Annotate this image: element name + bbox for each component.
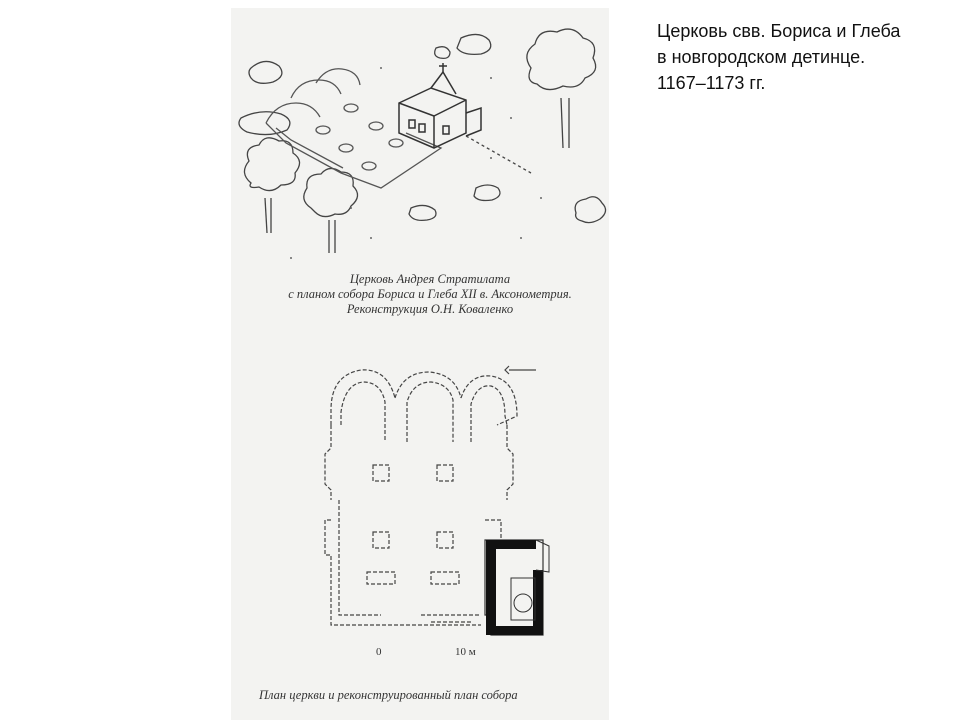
top-caption-line-3: Реконструкция О.Н. Коваленко: [346, 302, 514, 316]
title-line-2: в новгородском детинце.: [657, 47, 866, 67]
top-caption: [231, 272, 609, 317]
existing-church-plan: [485, 540, 549, 635]
tree-left-1: [244, 138, 299, 233]
tree-right-1: [527, 29, 596, 148]
slide-title: [657, 18, 947, 96]
scale-start-label: 0: [376, 646, 382, 658]
bottom-caption: План церкви и реконструированный план собора: [259, 688, 518, 702]
scale-end-label: 10 м: [455, 646, 476, 658]
floor-plan-drawing: [231, 360, 609, 660]
tree-right-2: [575, 197, 605, 223]
scanned-figure: [231, 8, 609, 720]
axonometry-drawing: [231, 8, 609, 268]
top-caption-line-2: с планом собора Бориса и Глеба XII в. Аксонометрия.: [288, 287, 572, 301]
tree-left-2: [304, 168, 358, 253]
title-line-1: Церковь свв. Бориса и Глеба: [657, 21, 901, 41]
title-line-3: 1167–1173 гг.: [657, 73, 766, 93]
top-caption-line-1: Церковь Андрея Стратилата: [349, 272, 511, 286]
